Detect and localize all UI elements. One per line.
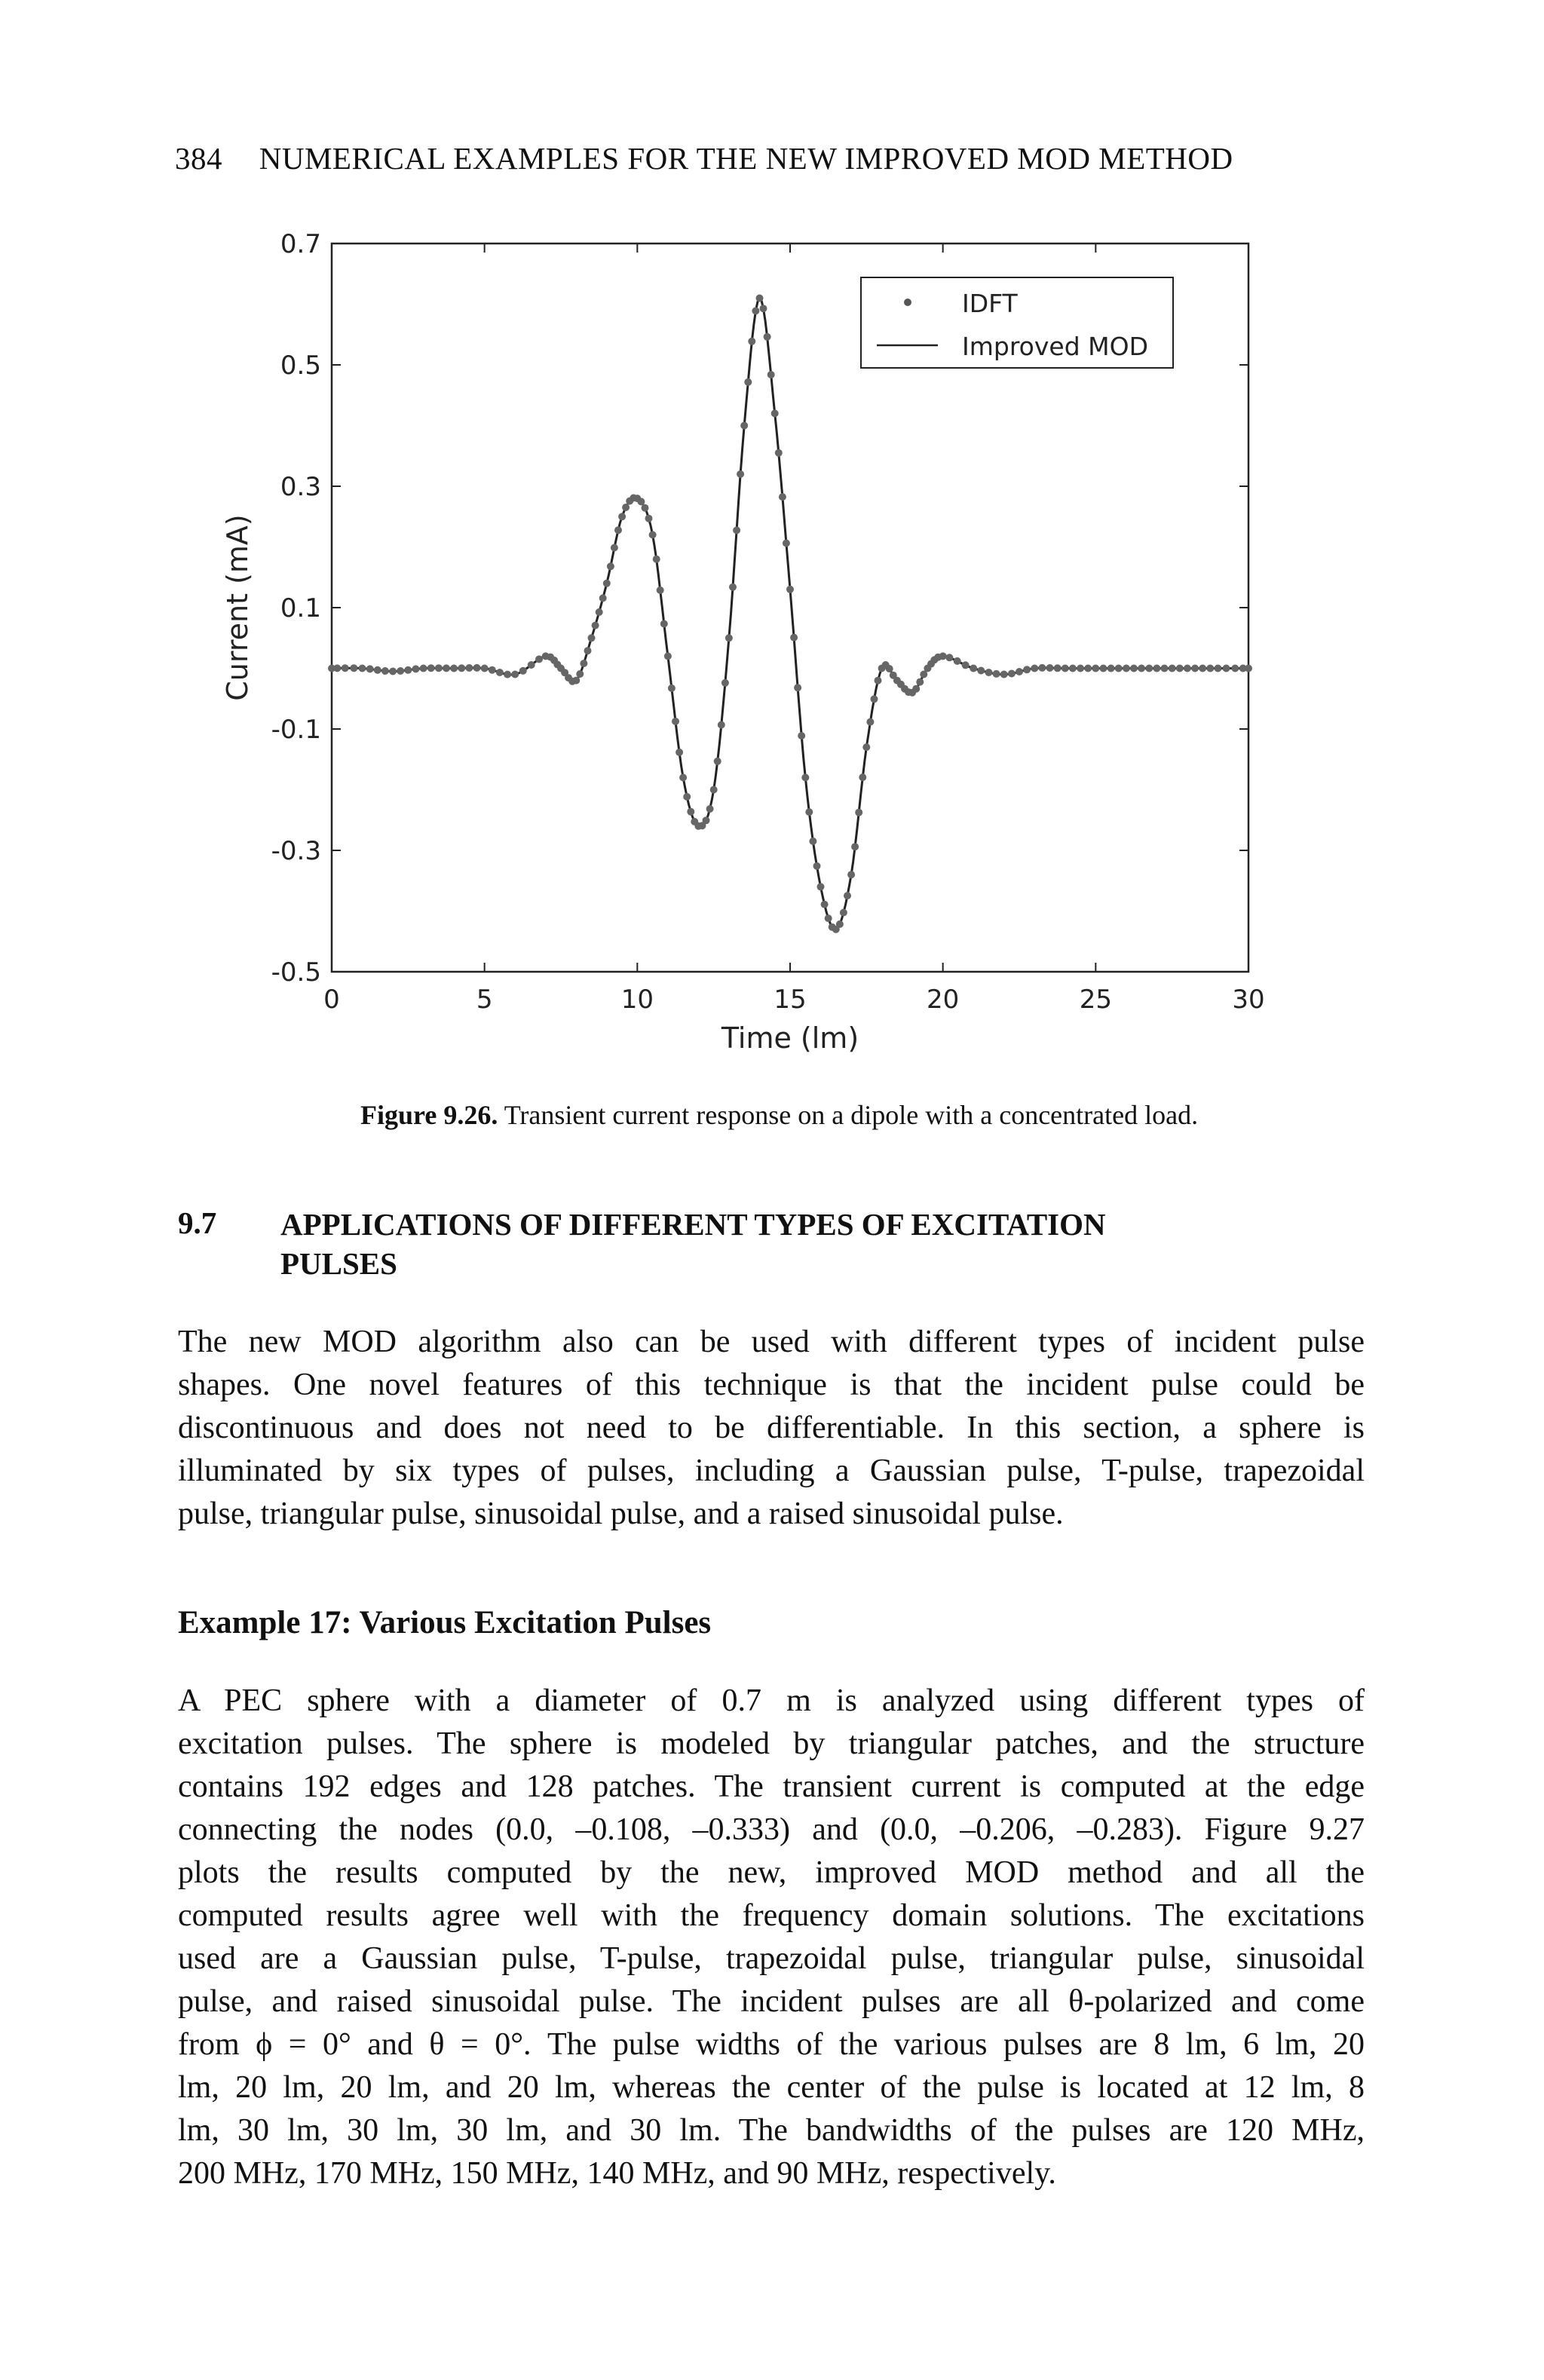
legend [861, 277, 1173, 368]
series-point-idft [496, 669, 504, 676]
series-point-idft [844, 892, 851, 899]
section-number: 9.7 [178, 1205, 217, 1240]
series-point-idft [866, 718, 874, 726]
series-point-idft [912, 685, 920, 693]
series-point-idft [871, 695, 878, 703]
figure-label: Figure 9.26. [360, 1100, 498, 1130]
series-point-idft [805, 808, 813, 816]
legend-label-idft: IDFT [962, 289, 1018, 318]
series-point-idft [473, 664, 481, 672]
y-tick-label: -0.5 [271, 957, 321, 988]
series-point-idft [450, 665, 458, 672]
series-point-idft [756, 295, 764, 302]
series-point-idft [1069, 665, 1077, 672]
series-point-idft [813, 862, 821, 870]
text-line: plots the results computed by the new, improved MOD method and all the [178, 1855, 1365, 1890]
series-point-idft [703, 816, 710, 824]
series-point-idft [970, 665, 977, 672]
series-point-idft [1206, 665, 1214, 672]
series-point-idft [528, 661, 535, 669]
series-point-idft [817, 883, 825, 890]
series-point-idft [916, 678, 924, 686]
example-heading: Example 17: Various Excitation Pulses [178, 1605, 712, 1640]
series-point-idft [752, 307, 759, 314]
series-point-idft [729, 584, 737, 591]
series-point-idft [679, 773, 687, 781]
text-line: computed results agree well with the frequency domain solutions. The excitations [178, 1898, 1365, 1933]
series-point-idft [481, 665, 489, 672]
series-point-idft [443, 664, 450, 672]
series-point-idft [764, 333, 771, 341]
series-point-idft [1161, 665, 1169, 672]
series-point-idft [381, 667, 389, 675]
series-point-idft [993, 670, 1000, 678]
figure-caption-text: Transient current response on a dipole with a concentrated load. [504, 1100, 1199, 1130]
y-tick-label: 0.3 [280, 472, 321, 502]
series-point-idft [458, 664, 465, 672]
series-point-idft [1130, 665, 1138, 672]
x-tick-label: 0 [323, 985, 340, 1015]
series-point-idft [599, 594, 607, 602]
series-point-idft [706, 805, 714, 813]
series-point-idft [962, 661, 970, 669]
series-point-idft [374, 666, 381, 674]
series-point-idft [637, 498, 645, 505]
series-point-idft [1023, 666, 1031, 673]
series-point-idft [1215, 665, 1222, 672]
series-point-idft [683, 793, 691, 801]
section-title-line: PULSES [280, 1246, 397, 1281]
series-point-idft [718, 721, 725, 729]
series-point-idft [977, 667, 985, 675]
section-title-line: APPLICATIONS OF DIFFERENT TYPES OF EXCITATION [280, 1207, 1106, 1242]
series-point-idft [1223, 665, 1230, 672]
series-point-idft [783, 540, 790, 547]
text-line: lm, 30 lm, 30 lm, 30 lm, and 30 lm. The bandwidths of the pulses are 120 MHz, [178, 2113, 1365, 2148]
series-point-idft [465, 664, 473, 672]
x-tick-label: 10 [620, 985, 654, 1015]
text-line: shapes. One novel features of this technique is that the incident pulse could be [178, 1368, 1365, 1402]
series-point-idft [886, 665, 893, 672]
x-tick-label: 25 [1079, 985, 1112, 1015]
text-line: lm, 20 lm, 20 lm, and 20 lm, whereas the center of the pulse is located at 12 lm, 8 [178, 2070, 1365, 2105]
series-point-idft [592, 622, 599, 629]
series-point-idft [603, 580, 611, 587]
series-point-idft [657, 587, 664, 594]
series-point-idft [660, 620, 668, 628]
text-line: pulse, triangular pulse, sinusoidal pulse, and a raised sinusoidal pulse. [178, 1496, 1064, 1531]
series-point-idft [366, 665, 374, 672]
series-point-idft [427, 664, 435, 672]
series-point-idft [1245, 665, 1252, 672]
series-point-idft [767, 371, 775, 378]
series-point-idft [1046, 664, 1054, 672]
series-point-idft [859, 773, 866, 781]
series-point-idft [653, 556, 660, 563]
series-point-idft [404, 666, 412, 674]
series-point-idft [622, 504, 630, 511]
series-point-idft [1084, 665, 1092, 672]
text-line: pulse, and raised sinusoidal pulse. The incident pulses are all θ-polarized and come [178, 1984, 1365, 2019]
series-point-idft [945, 654, 953, 661]
series-point-idft [1062, 665, 1069, 672]
series-point-idft [596, 608, 603, 616]
series-point-idft [489, 666, 496, 674]
series-point-idft [710, 786, 718, 794]
series-line-improved-mod [332, 299, 1248, 930]
series-point-idft [875, 677, 882, 685]
paragraph-intro [178, 1321, 1365, 1536]
series-point-idft [779, 493, 786, 501]
series-point-idft [744, 378, 752, 386]
legend-marker-idft [904, 299, 911, 306]
series-point-idft [687, 808, 694, 816]
series-point-idft [771, 409, 779, 417]
text-line: contains 192 edges and 128 patches. The transient current is computed at the edge [178, 1769, 1365, 1804]
series-point-idft [676, 749, 683, 756]
text-line: The new MOD algorithm also can be used with different types of incident pulse [178, 1325, 1365, 1359]
series-point-idft [389, 668, 397, 675]
series-point-idft [862, 743, 870, 751]
series-point-idft [584, 647, 592, 654]
text-line: 200 MHz, 170 MHz, 150 MHz, 140 MHz, and 90 MHz, respectively. [178, 2156, 1056, 2191]
series-point-idft [614, 526, 622, 534]
figure-chart [0, 0, 1544, 1071]
y-tick-label: -0.3 [271, 836, 321, 866]
series-point-idft [397, 667, 404, 675]
series-point-idft [721, 679, 729, 687]
series-point-idft [798, 732, 805, 740]
series-point-idft [847, 871, 855, 878]
series-point-idft [1100, 665, 1107, 672]
series-point-idft [809, 838, 816, 845]
series-point-idft [576, 670, 584, 678]
series-point-idft [350, 664, 357, 672]
running-title: NUMERICAL EXAMPLES FOR THE NEW IMPROVED MOD METHOD [259, 141, 1233, 176]
series-point-idft [618, 513, 626, 520]
text-line: excitation pulses. The sphere is modeled by triangular patches, and the structure [178, 1726, 1365, 1761]
series-point-idft [840, 909, 847, 917]
series-point-idft [359, 665, 366, 672]
text-line: A PEC sphere with a diameter of 0.7 m is analyzed using different types of [178, 1683, 1365, 1718]
series-point-idft [1176, 665, 1184, 672]
series-point-idft [825, 914, 832, 922]
series-point-idft [775, 449, 783, 457]
series-point-idft [504, 671, 511, 678]
y-tick-label: 0.7 [280, 229, 321, 259]
series-point-idft [611, 544, 618, 552]
paragraph-example [178, 1680, 1365, 2195]
series-point-idft [801, 773, 809, 781]
series-point-idft [985, 669, 993, 676]
series-point-idft [954, 657, 961, 665]
series-point-idft [786, 586, 794, 593]
series-point-idft [668, 685, 676, 692]
series-point-idft [737, 470, 744, 478]
series-point-idft [790, 634, 798, 642]
text-line: used are a Gaussian pulse, T-pulse, trapezoidal pulse, triangular pulse, sinusoidal [178, 1941, 1365, 1976]
series-point-idft [1153, 665, 1160, 672]
x-tick-label: 5 [476, 985, 493, 1015]
series-point-idft [342, 664, 349, 672]
text-line: illuminated by six types of pulses, including a Gaussian pulse, T-pulse, trapezoidal [178, 1453, 1365, 1488]
series-point-idft [333, 664, 341, 672]
y-tick-label: -0.1 [271, 715, 321, 745]
y-tick-label: 0.1 [280, 593, 321, 623]
figure-caption [360, 1099, 1198, 1131]
series-point-idft [836, 920, 844, 928]
series-point-idft [1077, 665, 1084, 672]
x-tick-label: 15 [774, 985, 807, 1015]
series-point-idft [420, 665, 427, 672]
series-point-idft [1092, 665, 1099, 672]
series-point-idft [607, 562, 614, 570]
series-point-idft [1016, 668, 1023, 675]
series-point-idft [794, 684, 801, 691]
series-point-idft [580, 660, 587, 667]
series-point-idft [588, 634, 596, 642]
x-tick-label: 20 [927, 985, 960, 1015]
series-point-idft [572, 677, 580, 685]
series-point-idft [664, 652, 672, 660]
series-point-idft [1031, 665, 1038, 672]
y-axis-label: Current (mA) [221, 514, 254, 701]
series-point-idft [1145, 665, 1153, 672]
series-point-idft [1054, 664, 1062, 672]
series-point-idft [535, 655, 543, 663]
series-point-idft [435, 664, 443, 672]
text-line: connecting the nodes (0.0, –0.108, –0.333) and (0.0, –0.206, –0.283). Figure 9.27 [178, 1812, 1365, 1847]
series-point-idft [939, 652, 947, 660]
x-axis-label: Time (lm) [721, 1022, 859, 1055]
series-point-idft [725, 634, 733, 642]
series-point-idft [672, 718, 679, 725]
series-point-idft [1231, 665, 1239, 672]
x-tick-label: 30 [1232, 985, 1265, 1015]
series-point-idft [511, 671, 519, 678]
series-point-idft [1138, 665, 1145, 672]
series-point-idft [855, 809, 862, 816]
series-point-idft [748, 338, 755, 345]
series-point-idft [851, 843, 859, 850]
series-point-idft [1184, 665, 1191, 672]
series-point-idft [740, 422, 748, 430]
section-title [280, 1205, 1374, 1283]
series-point-idft [1169, 665, 1176, 672]
series-point-idft [642, 504, 649, 512]
series-point-idft [1115, 665, 1123, 672]
series-point-idft [645, 515, 653, 522]
text-line: discontinuous and does not need to be differentiable. In this section, a sphere is [178, 1411, 1365, 1445]
text-line: from ϕ = 0° and θ = 0°. The pulse widths of the various pulses are 8 lm, 6 lm, 20 [178, 2027, 1365, 2062]
series-point-idft [1107, 665, 1115, 672]
series-point-idft [1000, 671, 1008, 678]
legend-label-improved-mod: Improved MOD [962, 332, 1148, 361]
series-point-idft [760, 305, 767, 312]
series-point-idft [1008, 670, 1016, 678]
page-number: 384 [175, 141, 222, 176]
series-point-idft [821, 901, 829, 908]
series-point-idft [519, 667, 527, 675]
series-point-idft [733, 526, 740, 534]
series-point-idft [412, 665, 420, 672]
series-point-idft [1038, 664, 1046, 672]
series-point-idft [1199, 665, 1206, 672]
series-point-idft [1191, 665, 1199, 672]
series-point-idft [649, 531, 657, 538]
y-tick-label: 0.5 [280, 351, 321, 381]
series-point-idft [1123, 665, 1130, 672]
series-point-idft [714, 758, 721, 765]
